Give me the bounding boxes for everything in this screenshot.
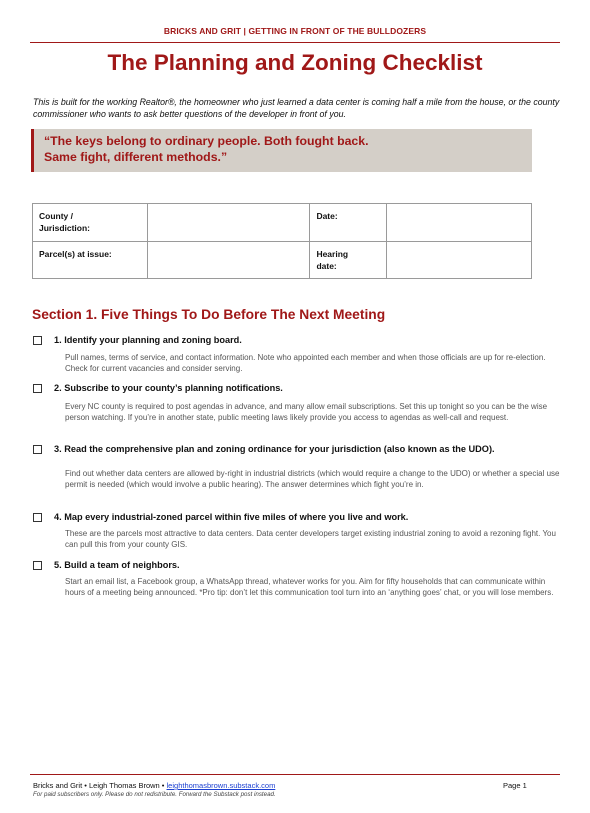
- footer-link[interactable]: leighthomasbrown.substack.com: [166, 781, 276, 790]
- date-label: Date:: [310, 204, 387, 242]
- checkbox-5[interactable]: [33, 561, 42, 570]
- footer-line: [33, 781, 275, 790]
- checkbox-4[interactable]: [33, 513, 42, 522]
- checklist-item-title: 1. Identify your planning and zoning board.: [54, 335, 242, 345]
- checklist-item-title: 3. Read the comprehensive plan and zoning ordinance for your jurisdiction (also known as the UDO).: [54, 444, 495, 454]
- county-label: [33, 204, 148, 242]
- date-field[interactable]: [387, 204, 532, 242]
- footer-note: For paid subscribers only. Please do not redistribute. Forward the Substack post instead.: [33, 791, 276, 798]
- page-title: The Planning and Zoning Checklist: [107, 50, 483, 75]
- info-form-table: [32, 203, 532, 279]
- checkbox-1[interactable]: [33, 336, 42, 345]
- checklist-item-body: Every NC county is required to post agendas in advance, and many allow email subscriptions. Set this up tonight so you can be the wise person watching. If you’re in another state, public meeting laws likely provide you access to agendas as well-call and request.: [65, 402, 548, 422]
- checkbox-3[interactable]: [33, 445, 42, 454]
- checklist-item-title: 2. Subscribe to your county’s planning notifications.: [54, 383, 283, 393]
- hearing-field[interactable]: [387, 242, 532, 279]
- parcel-label: Parcel(s) at issue:: [33, 242, 148, 279]
- header-kicker: BRICKS AND GRIT | GETTING IN FRONT OF THE BULLDOZERS: [163, 26, 427, 36]
- header-rule: [30, 42, 560, 43]
- section-heading: Section 1. Five Things To Do Before The Next Meeting: [32, 307, 386, 322]
- footer-rule: [30, 774, 560, 775]
- parcel-field[interactable]: [147, 242, 310, 279]
- pull-quote-line-2: Same fight, different methods.”: [44, 150, 228, 164]
- pull-quote: [31, 129, 532, 172]
- hearing-label-text: Hearing date:: [316, 249, 349, 271]
- checklist-item-body: Start an email list, a Facebook group, a WhatsApp thread, whatever works for you. Aim for fifty households that can communicate within hours of a meeting being announced. *Pro tip: don’t let this communication tool turn into an ‘anything goes’ chat, or you will lose members.: [65, 577, 554, 597]
- checkbox-2[interactable]: [33, 384, 42, 393]
- checklist-item-title: 5. Build a team of neighbors.: [54, 560, 180, 570]
- county-label-text: County / Jurisdiction:: [39, 211, 91, 233]
- checklist-item-body: These are the parcels most attractive to data centers. Data center developers target existing industrial zoning to avoid a rezoning fight. You can pull this from your county GIS.: [65, 529, 556, 549]
- checklist-item-body: Pull names, terms of service, and contact information. Note who appointed each member and when those officials are up for re-election. Check for current vacancies and consider serving.: [65, 353, 546, 373]
- checklist-item-body: Find out whether data centers are allowed by-right in industrial districts (which would require a change to the UDO) or whether a special use permit is needed (which would involve a public hearing). The answer determines which fight you’re in.: [65, 469, 560, 489]
- county-field[interactable]: [147, 204, 310, 242]
- footer-byline: Bricks and Grit • Leigh Thomas Brown •: [33, 781, 165, 790]
- page-number: Page 1: [503, 781, 527, 790]
- intro-text: This is built for the working Realtor®, the homeowner who just learned a data center is coming half a mile from the house, or the county commissioner who wants to ask better questions of the developer in front of you.: [33, 97, 560, 119]
- pull-quote-line-1: “The keys belong to ordinary people. Both fought back.: [44, 134, 369, 148]
- hearing-label: [310, 242, 387, 279]
- checklist-item-title: 4. Map every industrial-zoned parcel within five miles of where you live and work.: [54, 512, 409, 522]
